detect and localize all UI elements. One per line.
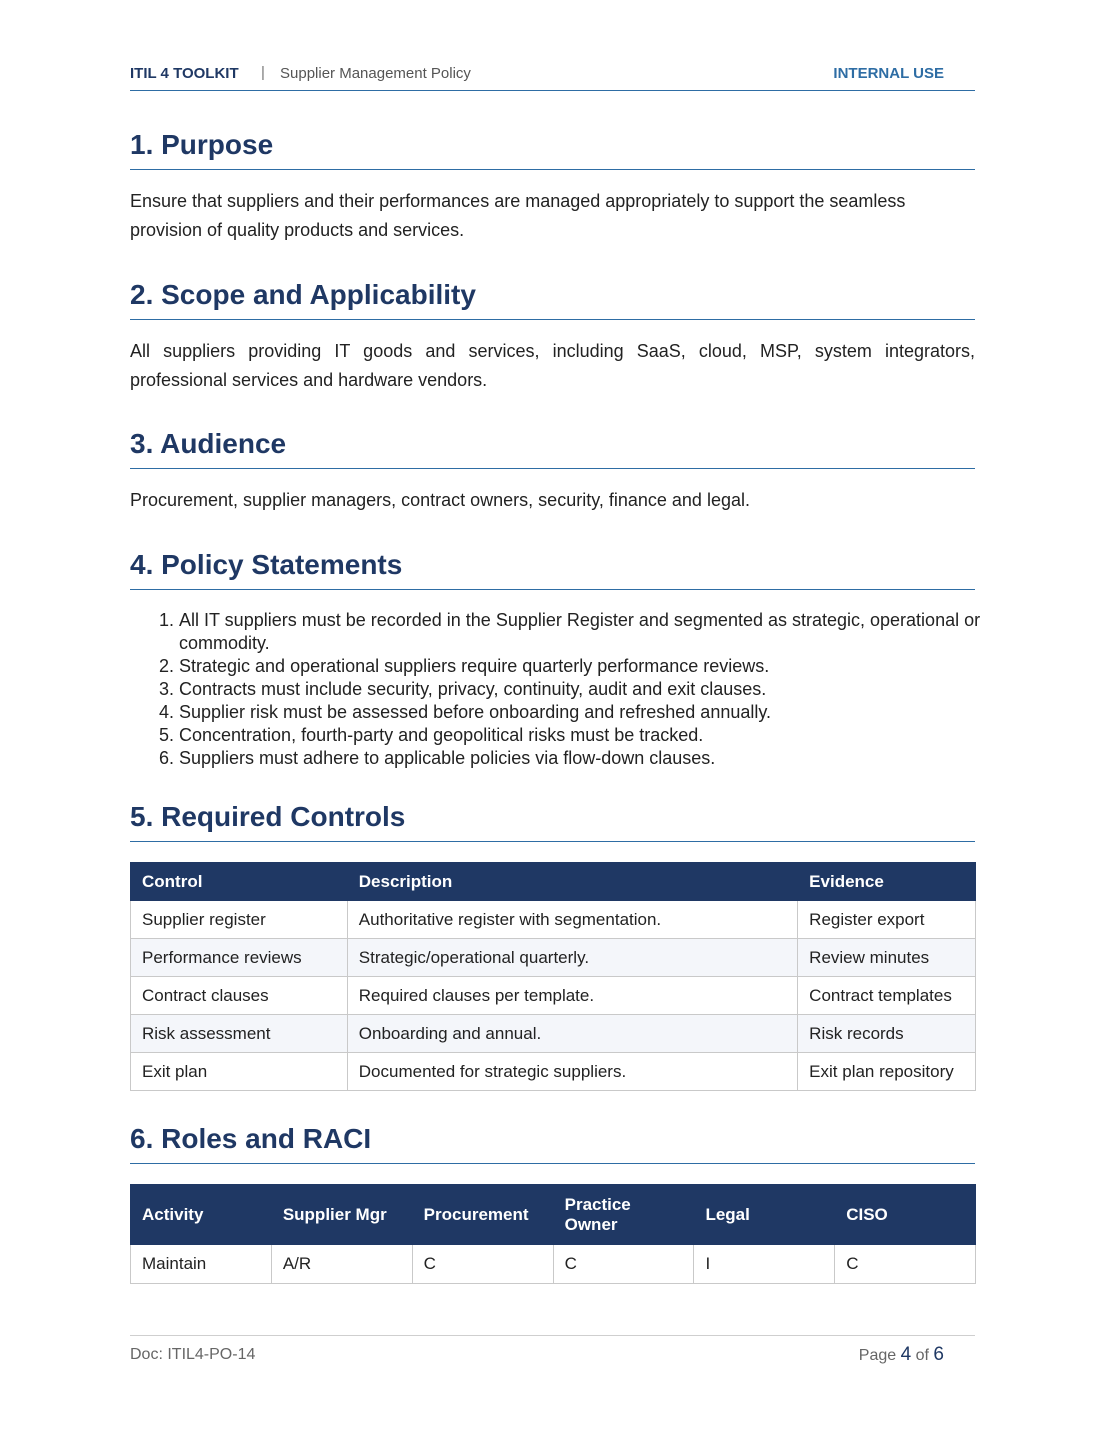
section-heading-purpose: 1. Purpose [130, 129, 975, 170]
table-cell: Maintain [131, 1245, 272, 1284]
list-item: 4. Supplier risk must be assessed before onboarding and refreshed annually. [179, 701, 1024, 724]
table-cell: Supplier register [131, 901, 348, 939]
page-of-label: of [915, 1347, 929, 1364]
classification-label: INTERNAL USE [833, 65, 944, 82]
page-header [130, 62, 975, 91]
table-cell: C [553, 1245, 694, 1284]
column-header: Legal [694, 1185, 835, 1245]
column-header: Procurement [412, 1185, 553, 1245]
section-heading-controls: 5. Required Controls [130, 801, 975, 842]
raci-table [130, 1184, 976, 1284]
table-row [131, 1245, 976, 1284]
section-heading-audience: 3. Audience [130, 428, 975, 469]
table-cell: Performance reviews [131, 939, 348, 977]
column-header: Supplier Mgr [271, 1185, 412, 1245]
table-cell: Risk assessment [131, 1015, 348, 1053]
table-cell: I [694, 1245, 835, 1284]
table-cell: A/R [271, 1245, 412, 1284]
table-cell: Strategic/operational quarterly. [347, 939, 797, 977]
section-heading-statements: 4. Policy Statements [130, 549, 975, 590]
column-header: Evidence [798, 863, 976, 901]
table-cell: Exit plan repository [798, 1053, 976, 1091]
table-row [131, 977, 976, 1015]
table-header-row [131, 863, 976, 901]
table-cell: Required clauses per template. [347, 977, 797, 1015]
table-row [131, 1015, 976, 1053]
table-cell: Register export [798, 901, 976, 939]
header-separator: | [261, 64, 265, 81]
table-cell: C [835, 1245, 976, 1284]
header-doc-title: Supplier Management Policy [280, 65, 471, 82]
column-header: Practice Owner [553, 1185, 694, 1245]
page-label: Page [858, 1347, 897, 1364]
page-total: 6 [933, 1344, 944, 1365]
table-row [131, 939, 976, 977]
column-header: Activity [131, 1185, 272, 1245]
header-brand: ITIL 4 TOOLKIT [130, 65, 239, 82]
list-item: 3. Contracts must include security, privacy, continuity, audit and exit clauses. [179, 678, 1024, 701]
footer-doc-id: Doc: ITIL4-PO-14 [130, 1346, 256, 1363]
table-cell: C [412, 1245, 553, 1284]
page-number [859, 1344, 944, 1366]
table-cell: Documented for strategic suppliers. [347, 1053, 797, 1091]
table-row [131, 901, 976, 939]
policy-statements-list [130, 609, 1024, 770]
page-footer [130, 1335, 975, 1365]
table-row [131, 1053, 976, 1091]
table-cell: Contract templates [798, 977, 976, 1015]
column-header: Description [347, 863, 797, 901]
table-header-row [131, 1185, 976, 1245]
table-cell: Exit plan [131, 1053, 348, 1091]
controls-table [130, 862, 976, 1091]
section-heading-raci: 6. Roles and RACI [130, 1123, 975, 1164]
table-cell: Contract clauses [131, 977, 348, 1015]
column-header: Control [131, 863, 348, 901]
scope-text: All suppliers providing IT goods and services, including SaaS, cloud, MSP, system integrators, professional services and hardware vendors. [130, 341, 975, 390]
purpose-text: Ensure that suppliers and their performances are managed appropriately to support the seamless provision of quality products and services. [130, 191, 906, 240]
list-item: 2. Strategic and operational suppliers require quarterly performance reviews. [179, 655, 1024, 678]
list-item: 5. Concentration, fourth-party and geopolitical risks must be tracked. [179, 724, 1024, 747]
column-header: CISO [835, 1185, 976, 1245]
table-cell: Risk records [798, 1015, 976, 1053]
table-cell: Review minutes [798, 939, 976, 977]
page-current: 4 [900, 1344, 912, 1365]
audience-text: Procurement, supplier managers, contract owners, security, finance and legal. [130, 490, 750, 510]
list-item: 1. All IT suppliers must be recorded in the Supplier Register and segmented as strategic, operational or commodity. [179, 609, 1024, 655]
list-item: 6. Suppliers must adhere to applicable policies via flow-down clauses. [179, 747, 1024, 770]
section-heading-scope: 2. Scope and Applicability [130, 279, 975, 320]
table-cell: Onboarding and annual. [347, 1015, 797, 1053]
table-cell: Authoritative register with segmentation. [347, 901, 797, 939]
